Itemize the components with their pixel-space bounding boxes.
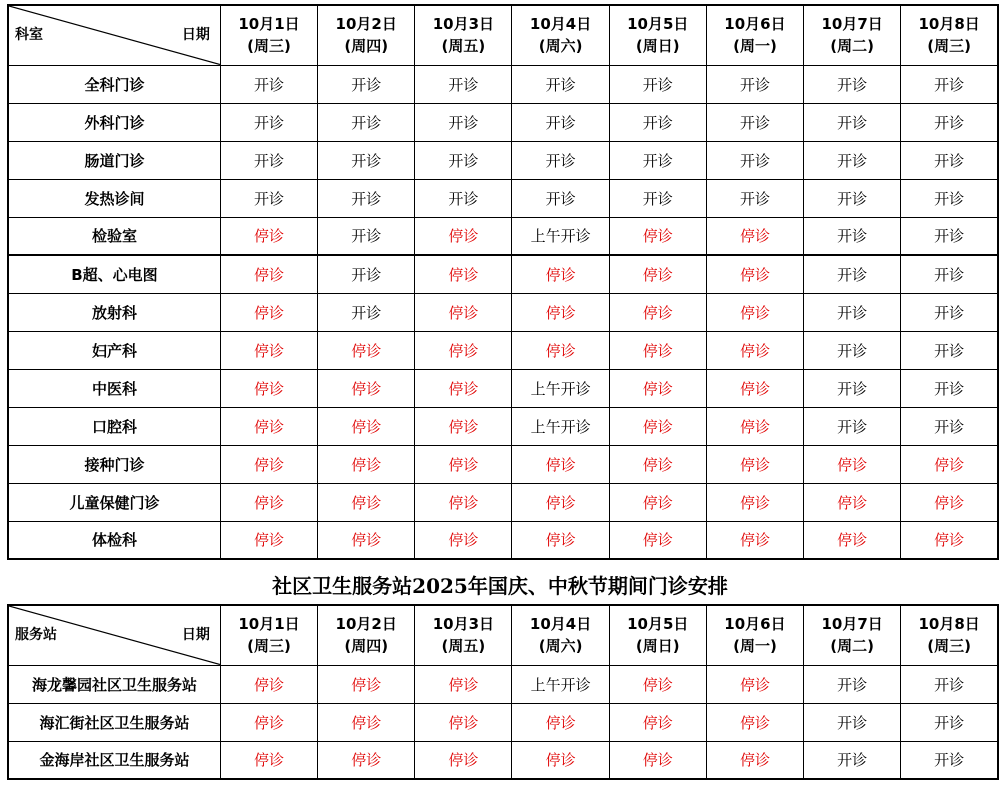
status-cell: 停诊 xyxy=(804,445,901,483)
status-cell: 停诊 xyxy=(220,331,317,369)
date-label: 10月2日 xyxy=(335,615,397,634)
status-cell: 停诊 xyxy=(706,331,803,369)
status-cell: 开诊 xyxy=(415,65,512,103)
status-cell: 停诊 xyxy=(220,369,317,407)
status-cell: 停诊 xyxy=(512,483,609,521)
status-cell: 上午开诊 xyxy=(512,407,609,445)
status-cell: 开诊 xyxy=(512,65,609,103)
status-cell: 停诊 xyxy=(804,521,901,559)
status-cell: 停诊 xyxy=(220,217,317,255)
status-cell: 开诊 xyxy=(901,217,998,255)
status-cell: 开诊 xyxy=(415,103,512,141)
status-cell: 开诊 xyxy=(901,141,998,179)
date-header xyxy=(512,605,609,665)
status-cell: 开诊 xyxy=(706,179,803,217)
date-header xyxy=(220,605,317,665)
department-name: 口腔科 xyxy=(8,407,220,445)
status-cell: 开诊 xyxy=(901,407,998,445)
status-cell: 开诊 xyxy=(804,369,901,407)
status-cell: 停诊 xyxy=(318,331,415,369)
status-cell: 开诊 xyxy=(901,369,998,407)
status-cell: 开诊 xyxy=(901,65,998,103)
status-cell: 停诊 xyxy=(706,217,803,255)
weekday-label: (周二) xyxy=(830,637,874,656)
corner-right-label: 日期 xyxy=(181,627,210,643)
table-row xyxy=(8,521,998,559)
table-row xyxy=(8,255,998,293)
status-cell: 停诊 xyxy=(318,407,415,445)
status-cell: 停诊 xyxy=(415,665,512,703)
station-schedule-table xyxy=(7,604,999,780)
date-header xyxy=(609,5,706,65)
table-row xyxy=(8,331,998,369)
status-cell: 停诊 xyxy=(318,445,415,483)
date-header xyxy=(706,5,803,65)
status-cell: 开诊 xyxy=(318,255,415,293)
status-cell: 开诊 xyxy=(318,65,415,103)
weekday-label: (周六) xyxy=(538,37,583,56)
status-cell: 开诊 xyxy=(804,65,901,103)
status-cell: 开诊 xyxy=(901,703,998,741)
status-cell: 开诊 xyxy=(706,65,803,103)
department-schedule-table xyxy=(7,4,999,560)
status-cell: 停诊 xyxy=(415,369,512,407)
table-row xyxy=(8,65,998,103)
status-cell: 停诊 xyxy=(415,293,512,331)
corner-left-label: 科室 xyxy=(15,27,43,43)
status-cell: 停诊 xyxy=(415,521,512,559)
date-header xyxy=(318,605,415,665)
date-label: 10月6日 xyxy=(724,615,786,634)
date-header xyxy=(318,5,415,65)
status-cell: 开诊 xyxy=(609,141,706,179)
status-cell: 开诊 xyxy=(318,141,415,179)
department-name: 妇产科 xyxy=(8,331,220,369)
status-cell: 开诊 xyxy=(318,179,415,217)
status-cell: 停诊 xyxy=(415,445,512,483)
status-cell: 开诊 xyxy=(804,217,901,255)
date-header xyxy=(804,605,901,665)
status-cell: 停诊 xyxy=(318,741,415,779)
status-cell: 停诊 xyxy=(220,293,317,331)
department-name: 体检科 xyxy=(8,521,220,559)
status-cell: 开诊 xyxy=(804,141,901,179)
status-cell: 停诊 xyxy=(512,331,609,369)
weekday-label: (周日) xyxy=(635,37,680,56)
status-cell: 开诊 xyxy=(901,741,998,779)
status-cell: 停诊 xyxy=(415,741,512,779)
status-cell: 停诊 xyxy=(415,255,512,293)
department-name: 接种门诊 xyxy=(8,445,220,483)
date-label: 10月8日 xyxy=(918,15,980,34)
department-name: 放射科 xyxy=(8,293,220,331)
status-cell: 停诊 xyxy=(609,521,706,559)
status-cell: 停诊 xyxy=(706,741,803,779)
date-label: 10月1日 xyxy=(238,15,300,34)
status-cell: 开诊 xyxy=(901,665,998,703)
date-label: 10月5日 xyxy=(627,15,689,34)
status-cell: 停诊 xyxy=(512,741,609,779)
status-cell: 停诊 xyxy=(220,741,317,779)
status-cell: 停诊 xyxy=(609,445,706,483)
status-cell: 开诊 xyxy=(804,665,901,703)
corner-right-label: 日期 xyxy=(181,27,210,43)
status-cell: 开诊 xyxy=(901,103,998,141)
date-label: 10月3日 xyxy=(432,615,495,634)
status-cell: 停诊 xyxy=(706,665,803,703)
date-header xyxy=(901,5,998,65)
status-cell: 停诊 xyxy=(415,407,512,445)
status-cell: 停诊 xyxy=(220,665,317,703)
status-cell: 停诊 xyxy=(609,665,706,703)
date-label: 10月3日 xyxy=(432,15,495,34)
date-label: 10月5日 xyxy=(627,615,689,634)
status-cell: 停诊 xyxy=(706,703,803,741)
section-title: 社区卫生服务站2025年国庆、中秋节期间门诊安排 xyxy=(272,574,728,598)
date-header xyxy=(415,605,512,665)
status-cell: 开诊 xyxy=(804,331,901,369)
table-row xyxy=(8,141,998,179)
date-label: 10月1日 xyxy=(238,615,300,634)
corner-header xyxy=(8,605,220,665)
status-cell: 开诊 xyxy=(415,179,512,217)
table-row xyxy=(8,179,998,217)
corner-left-label: 服务站 xyxy=(15,627,57,643)
status-cell: 停诊 xyxy=(609,703,706,741)
status-cell: 停诊 xyxy=(318,369,415,407)
status-cell: 停诊 xyxy=(220,483,317,521)
status-cell: 开诊 xyxy=(220,141,317,179)
status-cell: 开诊 xyxy=(220,103,317,141)
status-cell: 开诊 xyxy=(901,255,998,293)
status-cell: 开诊 xyxy=(804,103,901,141)
weekday-label: (周三) xyxy=(927,37,971,56)
status-cell: 上午开诊 xyxy=(512,665,609,703)
status-cell: 开诊 xyxy=(512,141,609,179)
date-header xyxy=(804,5,901,65)
status-cell: 停诊 xyxy=(901,521,998,559)
status-cell: 停诊 xyxy=(318,665,415,703)
weekday-label: (周一) xyxy=(733,637,777,656)
status-cell: 停诊 xyxy=(318,483,415,521)
weekday-label: (周五) xyxy=(441,637,486,656)
department-name: 检验室 xyxy=(8,217,220,255)
status-cell: 停诊 xyxy=(220,255,317,293)
station-name: 海龙馨园社区卫生服务站 xyxy=(8,665,220,703)
weekday-label: (周日) xyxy=(635,637,680,656)
table-row xyxy=(8,407,998,445)
status-cell: 开诊 xyxy=(901,331,998,369)
table-row xyxy=(8,741,998,779)
status-cell: 停诊 xyxy=(706,407,803,445)
status-cell: 停诊 xyxy=(220,407,317,445)
status-cell: 停诊 xyxy=(706,483,803,521)
status-cell: 停诊 xyxy=(512,521,609,559)
status-cell: 停诊 xyxy=(415,217,512,255)
status-cell: 停诊 xyxy=(609,369,706,407)
station-name: 海汇街社区卫生服务站 xyxy=(8,703,220,741)
date-header xyxy=(609,605,706,665)
date-label: 10月6日 xyxy=(724,15,786,34)
date-header xyxy=(512,5,609,65)
table-row xyxy=(8,217,998,255)
status-cell: 开诊 xyxy=(609,65,706,103)
station-name: 金海岸社区卫生服务站 xyxy=(8,741,220,779)
status-cell: 开诊 xyxy=(706,103,803,141)
status-cell: 停诊 xyxy=(609,293,706,331)
date-header xyxy=(901,605,998,665)
status-cell: 停诊 xyxy=(415,703,512,741)
status-cell: 开诊 xyxy=(609,179,706,217)
date-label: 10月7日 xyxy=(821,615,883,634)
status-cell: 停诊 xyxy=(804,483,901,521)
table-header-row xyxy=(8,5,998,65)
status-cell: 开诊 xyxy=(318,217,415,255)
status-cell: 停诊 xyxy=(706,521,803,559)
status-cell: 开诊 xyxy=(512,179,609,217)
status-cell: 开诊 xyxy=(512,103,609,141)
table-row xyxy=(8,293,998,331)
status-cell: 停诊 xyxy=(609,741,706,779)
status-cell: 停诊 xyxy=(220,521,317,559)
corner-header xyxy=(8,5,220,65)
department-name: 外科门诊 xyxy=(8,103,220,141)
weekday-label: (周二) xyxy=(830,37,874,56)
weekday-label: (周三) xyxy=(247,37,291,56)
status-cell: 开诊 xyxy=(609,103,706,141)
date-header xyxy=(706,605,803,665)
date-header xyxy=(415,5,512,65)
status-cell: 停诊 xyxy=(609,407,706,445)
status-cell: 停诊 xyxy=(609,217,706,255)
department-name: 发热诊间 xyxy=(8,179,220,217)
status-cell: 停诊 xyxy=(609,483,706,521)
status-cell: 停诊 xyxy=(512,293,609,331)
date-header xyxy=(220,5,317,65)
status-cell: 开诊 xyxy=(318,103,415,141)
date-label: 10月7日 xyxy=(821,15,883,34)
status-cell: 停诊 xyxy=(220,703,317,741)
status-cell: 上午开诊 xyxy=(512,369,609,407)
date-label: 10月4日 xyxy=(529,15,592,34)
status-cell: 停诊 xyxy=(901,445,998,483)
department-name: 全科门诊 xyxy=(8,65,220,103)
weekday-label: (周五) xyxy=(441,37,486,56)
status-cell: 开诊 xyxy=(804,293,901,331)
weekday-label: (周三) xyxy=(247,637,291,656)
weekday-label: (周一) xyxy=(733,37,777,56)
status-cell: 开诊 xyxy=(901,179,998,217)
status-cell: 停诊 xyxy=(609,331,706,369)
status-cell: 停诊 xyxy=(609,255,706,293)
table-row xyxy=(8,483,998,521)
table-row xyxy=(8,665,998,703)
status-cell: 开诊 xyxy=(804,179,901,217)
status-cell: 上午开诊 xyxy=(512,217,609,255)
weekday-label: (周四) xyxy=(344,37,389,56)
status-cell: 开诊 xyxy=(804,255,901,293)
table-row xyxy=(8,445,998,483)
status-cell: 停诊 xyxy=(706,445,803,483)
status-cell: 停诊 xyxy=(512,445,609,483)
status-cell: 开诊 xyxy=(415,141,512,179)
weekday-label: (周四) xyxy=(344,637,389,656)
weekday-label: (周六) xyxy=(538,637,583,656)
department-name: B超、心电图 xyxy=(8,255,220,293)
status-cell: 开诊 xyxy=(706,141,803,179)
status-cell: 停诊 xyxy=(512,703,609,741)
table-row xyxy=(8,369,998,407)
status-cell: 停诊 xyxy=(706,293,803,331)
status-cell: 停诊 xyxy=(415,331,512,369)
status-cell: 开诊 xyxy=(318,293,415,331)
status-cell: 开诊 xyxy=(804,741,901,779)
date-label: 10月2日 xyxy=(335,15,397,34)
status-cell: 停诊 xyxy=(415,483,512,521)
status-cell: 停诊 xyxy=(706,255,803,293)
table-header-row xyxy=(8,605,998,665)
status-cell: 停诊 xyxy=(901,483,998,521)
status-cell: 停诊 xyxy=(512,255,609,293)
status-cell: 停诊 xyxy=(706,369,803,407)
status-cell: 开诊 xyxy=(220,65,317,103)
table-row xyxy=(8,103,998,141)
date-label: 10月4日 xyxy=(529,615,592,634)
status-cell: 停诊 xyxy=(318,521,415,559)
department-name: 肠道门诊 xyxy=(8,141,220,179)
department-name: 儿童保健门诊 xyxy=(8,483,220,521)
table-row xyxy=(8,703,998,741)
status-cell: 停诊 xyxy=(318,703,415,741)
status-cell: 开诊 xyxy=(901,293,998,331)
status-cell: 停诊 xyxy=(220,445,317,483)
date-label: 10月8日 xyxy=(918,615,980,634)
department-name: 中医科 xyxy=(8,369,220,407)
status-cell: 开诊 xyxy=(220,179,317,217)
weekday-label: (周三) xyxy=(927,637,971,656)
status-cell: 开诊 xyxy=(804,703,901,741)
status-cell: 开诊 xyxy=(804,407,901,445)
